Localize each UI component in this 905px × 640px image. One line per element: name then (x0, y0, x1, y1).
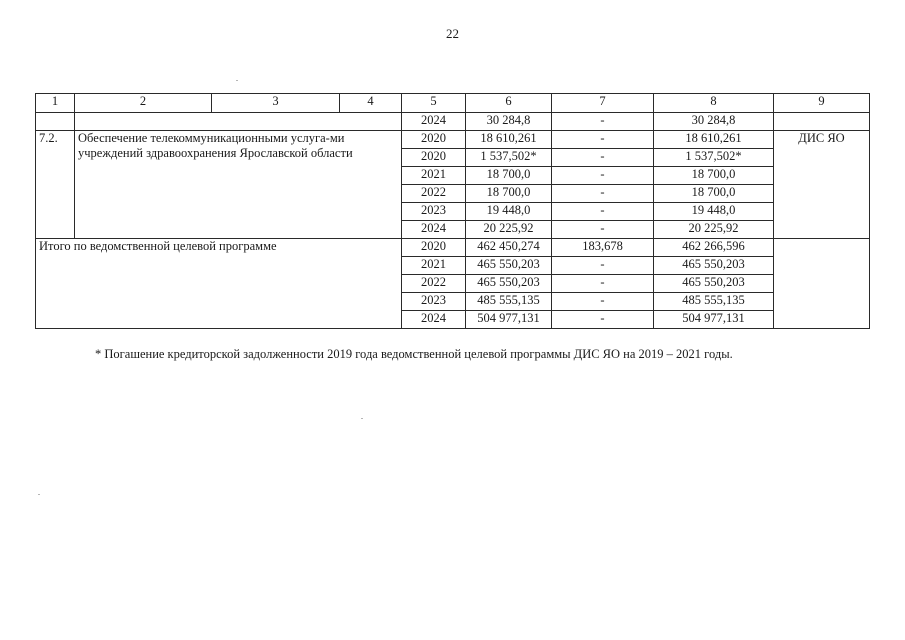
total-cell: 18 700,0 (466, 185, 552, 203)
column-number: 4 (340, 94, 402, 113)
federal-cell: - (552, 311, 654, 329)
regional-cell: 504 977,131 (654, 311, 774, 329)
column-number: 1 (36, 94, 75, 113)
regional-cell: 30 284,8 (654, 113, 774, 131)
item-name: Обеспечение телекоммуникационными услуга-ми учреждений здравоохранения Ярославской области (75, 131, 402, 239)
year-cell: 2022 (402, 275, 466, 293)
total-cell: 18 700,0 (466, 167, 552, 185)
year-cell: 2021 (402, 257, 466, 275)
federal-cell: - (552, 221, 654, 239)
page-number: 22 (446, 26, 459, 41)
total-cell: 1 537,502* (466, 149, 552, 167)
year-cell: 2023 (402, 293, 466, 311)
regional-cell: 19 448,0 (654, 203, 774, 221)
empty-cell (36, 113, 75, 131)
empty-cell (774, 113, 870, 131)
scan-speck (236, 80, 238, 81)
total-cell: 30 284,8 (466, 113, 552, 131)
table-row (36, 113, 870, 131)
item-code: 7.2. (36, 131, 75, 239)
column-number: 2 (75, 94, 212, 113)
year-cell: 2024 (402, 311, 466, 329)
total-cell: 462 450,274 (466, 239, 552, 257)
year-cell: 2020 (402, 131, 466, 149)
regional-cell: 18 700,0 (654, 167, 774, 185)
column-number-row (36, 94, 870, 113)
total-cell: 20 225,92 (466, 221, 552, 239)
scan-speck (361, 418, 363, 419)
column-number: 9 (774, 94, 870, 113)
federal-cell: - (552, 275, 654, 293)
federal-cell: - (552, 167, 654, 185)
scan-speck (38, 494, 40, 495)
empty-cell (774, 239, 870, 329)
federal-cell: - (552, 203, 654, 221)
federal-cell: - (552, 149, 654, 167)
year-cell: 2022 (402, 185, 466, 203)
column-number: 6 (466, 94, 552, 113)
total-cell: 19 448,0 (466, 203, 552, 221)
table-row (36, 131, 870, 149)
column-number: 5 (402, 94, 466, 113)
executor-cell: ДИС ЯО (774, 131, 870, 239)
table-row (36, 239, 870, 257)
budget-table (35, 93, 870, 329)
footnote: * Погашение кредиторской задолженности 2019 года ведомственной целевой программы ДИС ЯО на 2019 – 2021 годы. (95, 347, 733, 361)
total-cell: 504 977,131 (466, 311, 552, 329)
regional-cell: 485 555,135 (654, 293, 774, 311)
column-number: 8 (654, 94, 774, 113)
federal-cell: - (552, 185, 654, 203)
regional-cell: 18 700,0 (654, 185, 774, 203)
federal-cell: - (552, 113, 654, 131)
regional-cell: 465 550,203 (654, 275, 774, 293)
regional-cell: 462 266,596 (654, 239, 774, 257)
column-number: 7 (552, 94, 654, 113)
year-cell: 2024 (402, 221, 466, 239)
year-cell: 2021 (402, 167, 466, 185)
total-cell: 18 610,261 (466, 131, 552, 149)
empty-cell (75, 113, 402, 131)
year-cell: 2020 (402, 149, 466, 167)
year-cell: 2023 (402, 203, 466, 221)
year-cell: 2020 (402, 239, 466, 257)
regional-cell: 465 550,203 (654, 257, 774, 275)
federal-cell: - (552, 131, 654, 149)
year-cell: 2024 (402, 113, 466, 131)
column-number: 3 (212, 94, 340, 113)
regional-cell: 20 225,92 (654, 221, 774, 239)
regional-cell: 18 610,261 (654, 131, 774, 149)
total-cell: 485 555,135 (466, 293, 552, 311)
regional-cell: 1 537,502* (654, 149, 774, 167)
federal-cell: 183,678 (552, 239, 654, 257)
federal-cell: - (552, 257, 654, 275)
summary-label: Итого по ведомственной целевой программе (36, 239, 402, 329)
federal-cell: - (552, 293, 654, 311)
total-cell: 465 550,203 (466, 257, 552, 275)
total-cell: 465 550,203 (466, 275, 552, 293)
